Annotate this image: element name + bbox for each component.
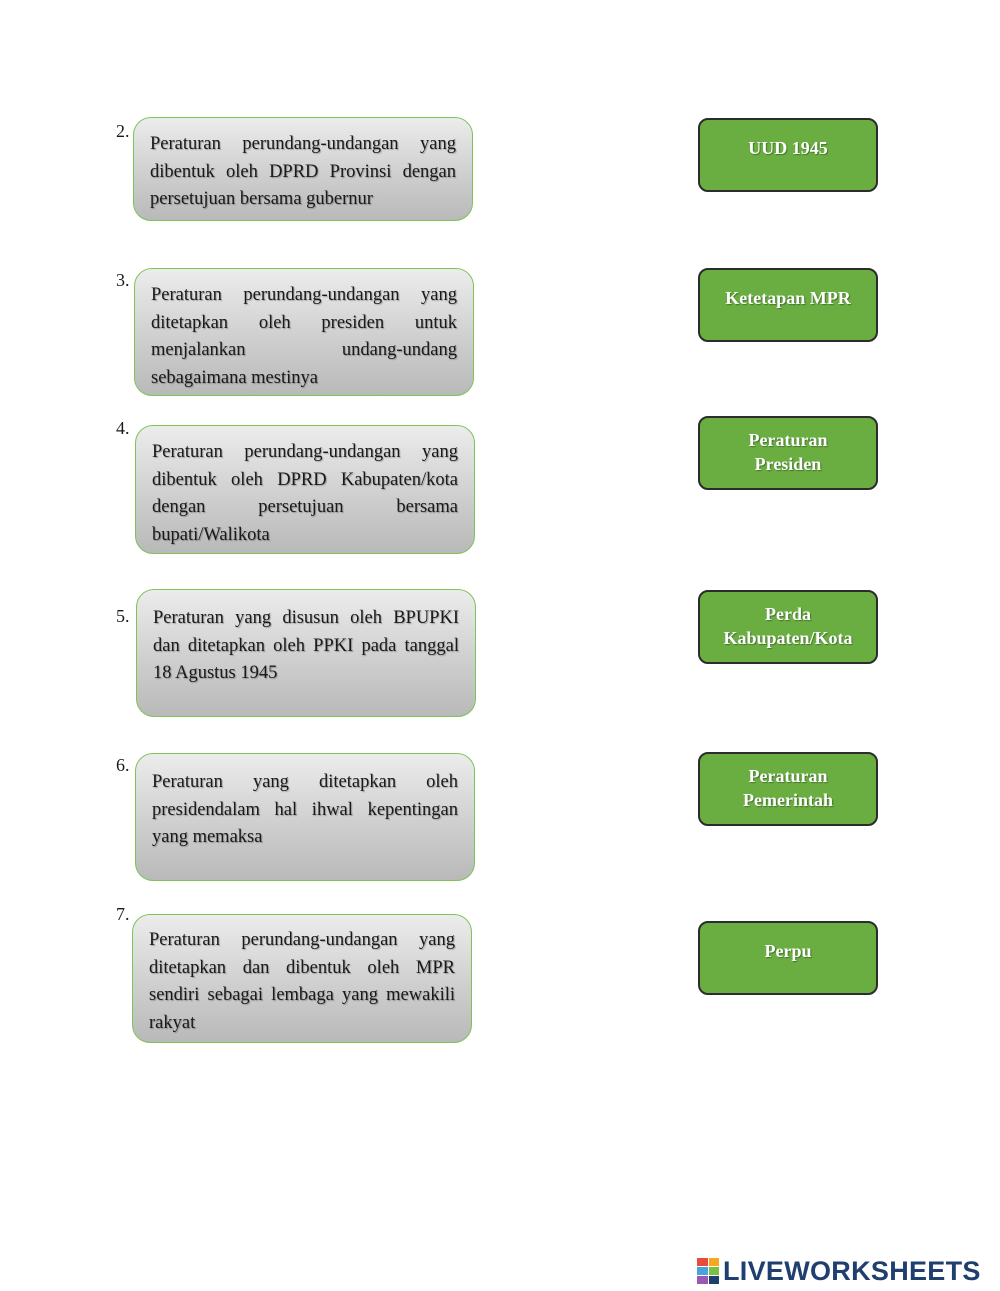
question-box[interactable]: Peraturan perundang-undangan yang dibentuk oleh DPRD Kabupaten/kota dengan persetujuan bersama bupati/Walikota xyxy=(135,425,475,554)
answer-box[interactable] xyxy=(698,118,878,192)
answer-label: Perda Kabupaten/Kota xyxy=(723,604,853,648)
question-box[interactable]: Peraturan perundang-undangan yang ditetapkan dan dibentuk oleh MPR sendiri sebagai lembaga yang mewakili rakyat xyxy=(132,914,472,1043)
liveworksheets-mark-icon xyxy=(697,1258,719,1284)
question-box[interactable]: Peraturan yang ditetapkan oleh presidendalam hal ihwal kepentingan yang memaksa xyxy=(135,753,475,881)
question-number: 6. xyxy=(116,755,130,775)
question-box[interactable]: Peraturan perundang-undangan yang dibentuk oleh DPRD Provinsi dengan persetujuan bersama gubernur xyxy=(133,117,473,221)
question-number: 3. xyxy=(116,270,130,290)
answer-box[interactable] xyxy=(698,416,878,490)
question-box[interactable]: Peraturan yang disusun oleh BPUPKI dan ditetapkan oleh PPKI pada tanggal 18 Agustus 1945 xyxy=(136,589,476,717)
answer-box[interactable] xyxy=(698,268,878,342)
answer-label: Ketetapan MPR xyxy=(725,288,851,308)
question-number: 4. xyxy=(116,418,130,438)
answer-label: UUD 1945 xyxy=(748,138,828,158)
question-box[interactable]: Peraturan perundang-undangan yang ditetapkan oleh presiden untuk menjalankan undang-undang sebagaimana mestinya xyxy=(134,268,474,396)
answer-label: Peraturan Presiden xyxy=(748,430,828,474)
answer-label: Peraturan Pemerintah xyxy=(743,766,833,810)
question-number: 2. xyxy=(116,121,130,141)
liveworksheets-logo xyxy=(697,1256,981,1286)
question-number: 7. xyxy=(116,904,130,924)
brand-name: LIVEWORKSHEETS xyxy=(723,1256,981,1286)
answer-box[interactable] xyxy=(698,752,878,826)
answer-label: Perpu xyxy=(764,941,812,961)
answer-box[interactable] xyxy=(698,921,878,995)
answer-box[interactable] xyxy=(698,590,878,664)
question-number: 5. xyxy=(116,606,130,626)
